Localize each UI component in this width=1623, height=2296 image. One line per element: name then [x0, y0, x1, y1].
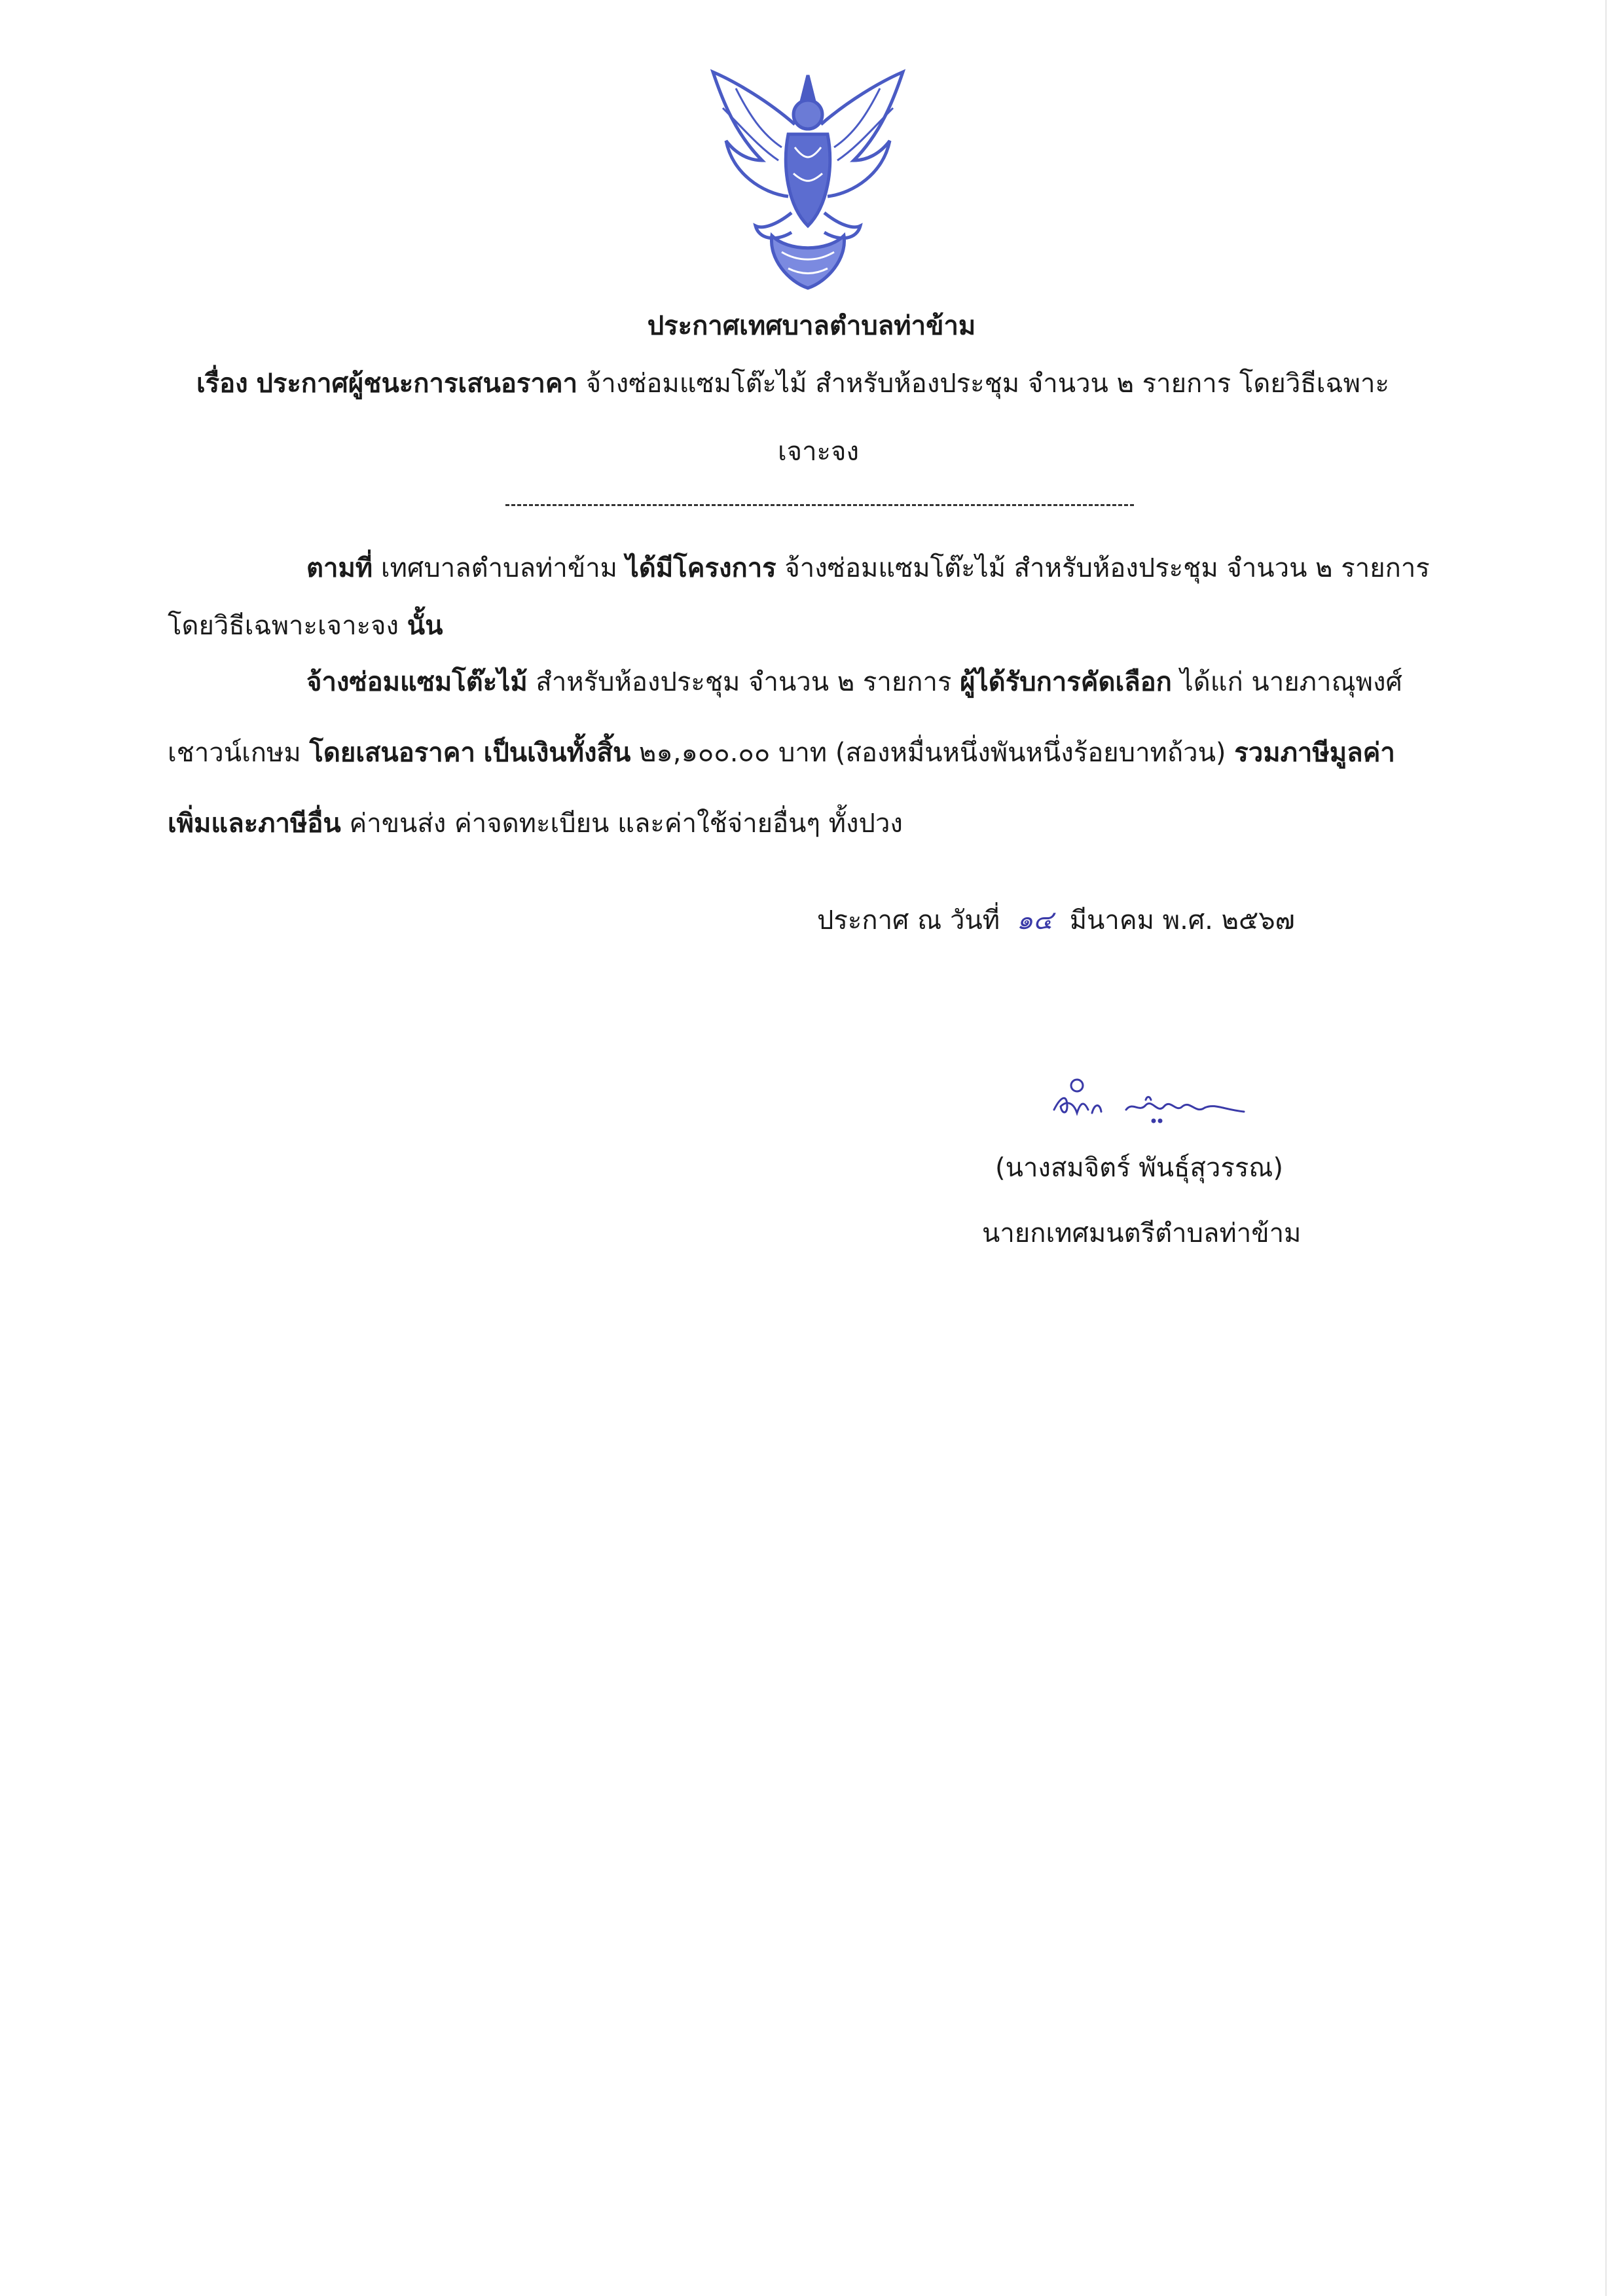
dashed-divider — [505, 504, 1134, 506]
announcement-date — [817, 900, 1295, 941]
p2-phrase: ค่าขนส่ง ค่าจดทะเบียน และค่าใช้จ่ายอื่นๆ ทั้งปวง — [349, 809, 903, 839]
p1-phrase: ตามที่ — [306, 553, 373, 583]
subject-block — [196, 364, 1440, 471]
p2-phrase: ผู้ได้รับการคัดเลือก — [960, 667, 1172, 697]
p2-phrase: ๒๑,๑๐๐.๐๐ บาท (สองหมื่นหนึ่งพันหนึ่งร้อยบาทถ้วน) — [639, 738, 1226, 768]
p2-phrase: ได้แก่ นายภาณุพงศ์ — [1180, 667, 1402, 697]
scan-edge — [1605, 0, 1607, 2296]
date-month-year: มีนาคม พ.ศ. ๒๕๖๗ — [1069, 905, 1295, 936]
p1-phrase: โดยวิธีเฉพาะเจาะจง — [168, 611, 399, 641]
p1-phrase: เทศบาลตำบลท่าข้าม — [380, 553, 618, 583]
signer-name: (นางสมจิตร์ พันธุ์สุวรรณ) — [995, 1153, 1284, 1183]
p2-phrase: เป็นเงินทั้งสิ้น — [483, 738, 631, 768]
date-prefix: ประกาศ ณ วันที่ — [817, 905, 1000, 936]
subject-text: จ้างซ่อมแซมโต๊ะไม้ สำหรับห้องประชุม จำนวน ๒ รายการ โดยวิธีเฉพาะ — [585, 369, 1389, 399]
p1-phrase: นั้น — [407, 611, 443, 641]
p2-phrase: เชาวน์เกษม — [168, 738, 301, 768]
p2-phrase: สำหรับห้องประชุม จำนวน ๒ รายการ — [536, 667, 952, 697]
announcement-title: ประกาศเทศบาลตำบลท่าข้าม — [647, 311, 976, 341]
signer-position: นายกเทศมนตรีตำบลท่าข้าม — [982, 1218, 1302, 1248]
handwritten-signature-icon — [1048, 1074, 1257, 1126]
paragraph-2 — [168, 661, 1440, 845]
p1-phrase: จ้างซ่อมแซมโต๊ะไม้ สำหรับห้องประชุม จำนวน ๒ รายการ — [784, 553, 1430, 583]
p2-phrase: เพิ่มและภาษีอื่น — [168, 809, 341, 839]
date-day: ๑๔ — [1016, 905, 1053, 936]
subject-label: เรื่อง — [196, 369, 248, 399]
subject-text-cont: เจาะจง — [777, 437, 860, 467]
paragraph-1 — [168, 547, 1440, 647]
p2-phrase: โดยเสนอราคา — [309, 738, 475, 768]
garuda-emblem-icon — [697, 62, 919, 298]
p2-phrase: รวมภาษีมูลค่า — [1234, 738, 1395, 768]
subject-bold-text: ประกาศผู้ชนะการเสนอราคา — [256, 369, 578, 399]
p2-phrase: จ้างซ่อมแซมโต๊ะไม้ — [306, 667, 528, 697]
p1-phrase: ได้มีโครงการ — [625, 553, 776, 583]
